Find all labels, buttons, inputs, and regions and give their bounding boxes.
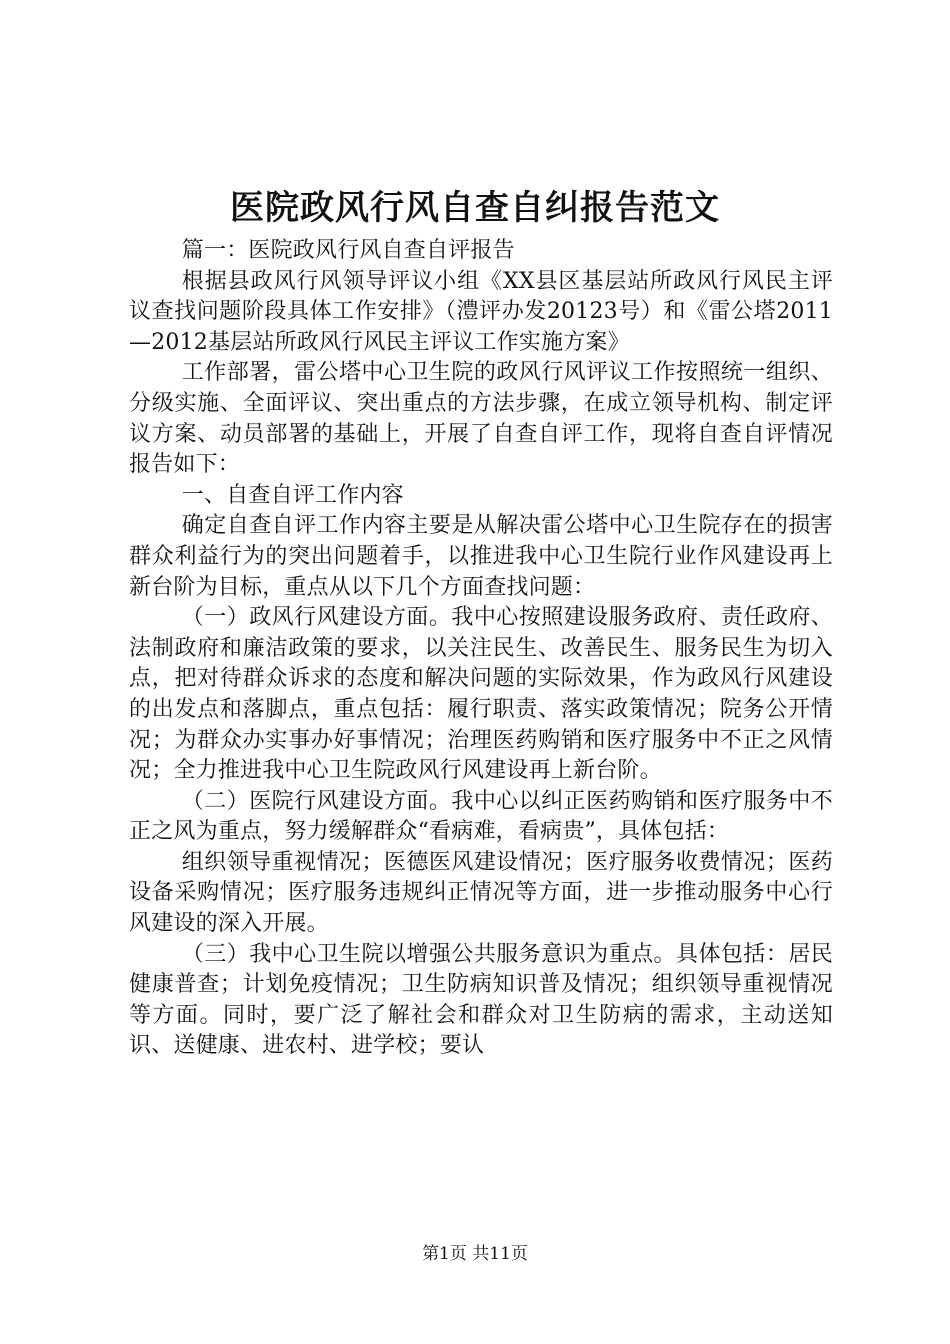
paragraph-item-2: （二）医院行风建设方面。我中心以纠正医药购销和医疗服务中不正之风为重点，努力缓解群众“看病难，看病贵”，具体包括： [129,788,833,845]
paragraph-content: 确定自查自评工作内容主要是从解决雷公塔中心卫生院存在的损害群众利益行为的突出问题着手，以推进我中心卫生院行业作风建设再上新台阶为目标，重点从以下几个方面查找问题： [129,513,833,600]
page-footer: 第1页 共11页 [422,1244,528,1264]
paragraph-item-3: （三）我中心卫生院以增强公共服务意识为重点。具体包括：居民健康普查；计划免疫情况；卫生防病知识普及情况；组织领导重视情况等方面。同时，要广泛了解社会和群众对卫生防病的需求，主动送知识、送健康、进农村、进学校；要认 [129,941,833,1059]
paragraph-deployment: 工作部署，雷公塔中心卫生院的政风行风评议工作按照统一组织、分级实施、全面评议、突出重点的方法步骤，在成立领导机构、制定评议方案、动员部署的基础上，开展了自查自评工作，现将自查自评情况报告如下： [129,360,833,478]
document-body [129,236,833,1062]
paragraph-subtitle: 篇一：医院政风行风自查自评报告 [181,238,515,263]
paragraph-item-1: （一）政风行风建设方面。我中心按照建设服务政府、责任政府、法制政府和廉洁政策的要求，以关注民生、改善民生、服务民生为切入点，把对待群众诉求的态度和解决问题的实际效果，作为政风行风建设的出发点和落脚点，重点包括：履行职责、落实政策情况；院务公开情况；为群众办实事办好事情况；治理医药购销和医疗服务中不正之风情况；全力推进我中心卫生院政风行风建设再上新台阶。 [129,605,833,784]
document-title: 医院政风行风自查自纠报告范文 [230,188,720,228]
paragraph-item-2-detail: 组织领导重视情况；医德医风建设情况；医疗服务收费情况；医药设备采购情况；医疗服务违规纠正情况等方面，进一步推动服务中心行风建设的深入开展。 [129,849,833,937]
paragraph-basis: 根据县政风行风领导评议小组《XX县区基层站所政风行风民主评议查找问题阶段具体工作安排》（澧评办发20123号）和《雷公塔2011—2012基层站所政风行风民主评议工作实施方案》 [129,268,833,355]
section-heading-1: 一、自查自评工作内容 [181,482,404,508]
